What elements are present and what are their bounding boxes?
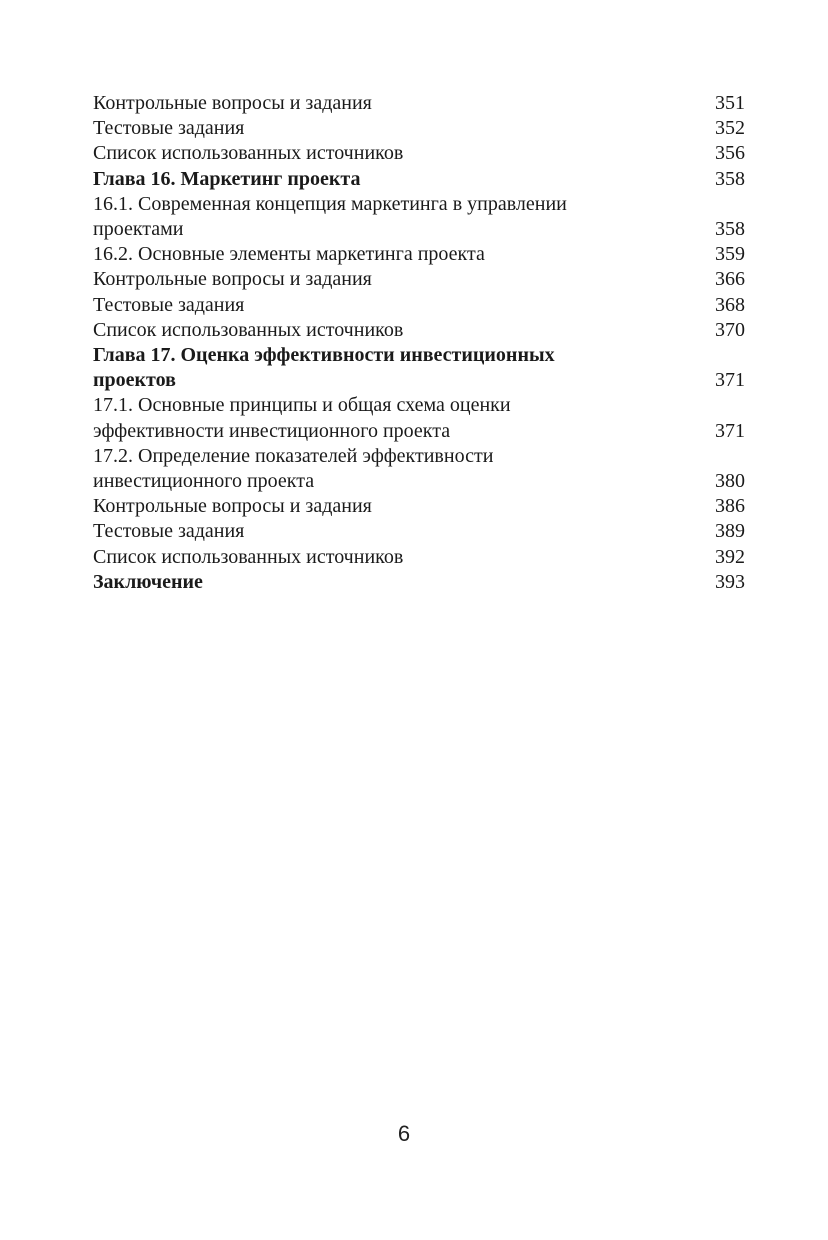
toc-entry-title <box>93 167 715 192</box>
toc-entry <box>93 91 745 116</box>
toc-entry-title-line: Тестовые задания <box>93 520 245 543</box>
toc-entry-title <box>93 116 715 141</box>
toc-entry-title-line: проектов <box>93 369 176 392</box>
toc-entry <box>93 293 745 318</box>
toc-entry-page: 352 <box>715 117 745 140</box>
toc-entry-page: 380 <box>715 470 745 493</box>
toc-entry-title <box>93 242 715 267</box>
toc-entry-title-line: инвестиционного проекта <box>93 470 315 493</box>
toc-entry-title <box>93 293 715 318</box>
toc-entry-title <box>93 192 715 242</box>
toc-entry-page: 368 <box>715 293 745 316</box>
toc-entry-title <box>93 343 715 393</box>
toc-entry-title <box>93 141 715 166</box>
toc-entry-page: 389 <box>715 520 745 543</box>
toc-entry-page: 366 <box>715 268 745 291</box>
toc-entry-title-line: Глава 17. Оценка эффективности инвестиционных <box>93 344 555 367</box>
page-number: 6 <box>397 1121 411 1146</box>
toc-entry <box>93 444 745 494</box>
toc-entry-title <box>93 318 715 343</box>
toc-entry-title-line: 16.2. Основные элементы маркетинга проекта <box>93 243 485 266</box>
toc-chapter-entry <box>93 343 745 393</box>
toc-entry-title-line: 17.2. Определение показателей эффективности <box>93 444 494 467</box>
toc-entry-title <box>93 393 715 443</box>
toc-entry <box>93 242 745 267</box>
toc-entry-page: 358 <box>715 218 745 241</box>
toc-entry-page: 392 <box>715 545 745 568</box>
toc-entry-title-line: 16.1. Современная концепция маркетинга в управлении <box>93 192 567 215</box>
table-of-contents <box>93 91 745 595</box>
toc-entry-title <box>93 267 715 292</box>
toc-entry <box>93 141 745 166</box>
toc-entry-title <box>93 519 715 544</box>
toc-entry-title-line: Контрольные вопросы и задания <box>93 268 372 291</box>
toc-entry-title-line: Контрольные вопросы и задания <box>93 92 372 114</box>
toc-entry-title-line: эффективности инвестиционного проекта <box>93 419 451 442</box>
toc-chapter-entry <box>93 167 745 192</box>
toc-entry-title-line: Список использованных источников <box>93 318 404 341</box>
toc-entry-title-line: Список использованных источников <box>93 545 404 568</box>
toc-entry-page: 370 <box>715 318 745 341</box>
toc-entry-page: 393 <box>715 570 745 593</box>
toc-entry-title-line: Тестовые задания <box>93 293 245 316</box>
toc-entry-page: 386 <box>715 495 745 518</box>
toc-entry-title-line: Контрольные вопросы и задания <box>93 495 372 518</box>
toc-entry <box>93 192 745 242</box>
toc-entry-title-line: Глава 16. Маркетинг проекта <box>93 167 361 190</box>
toc-entry <box>93 393 745 443</box>
toc-entry-title <box>93 91 715 116</box>
toc-entry-page: 358 <box>715 167 745 190</box>
toc-entry-title-line: Тестовые задания <box>93 117 245 140</box>
toc-entry-title <box>93 444 715 494</box>
toc-entry <box>93 494 745 519</box>
toc-entry-title <box>93 570 715 595</box>
toc-entry <box>93 318 745 343</box>
toc-entry <box>93 267 745 292</box>
toc-entry-title-line: Заключение <box>93 570 203 593</box>
toc-entry <box>93 519 745 544</box>
toc-entry-page: 359 <box>715 243 745 266</box>
toc-entry <box>93 116 745 141</box>
toc-entry-title <box>93 494 715 519</box>
toc-entry-page: 371 <box>715 369 745 392</box>
toc-entry-page: 371 <box>715 419 745 442</box>
toc-entry-page: 351 <box>715 92 745 114</box>
toc-entry-title-line: Список использованных источников <box>93 142 404 165</box>
toc-entry-title-line: 17.1. Основные принципы и общая схема оценки <box>93 394 511 417</box>
toc-chapter-entry <box>93 570 745 595</box>
toc-entry-title-line: проектами <box>93 218 184 241</box>
toc-entry-title <box>93 545 715 570</box>
toc-entry-page: 356 <box>715 142 745 165</box>
toc-entry <box>93 545 745 570</box>
